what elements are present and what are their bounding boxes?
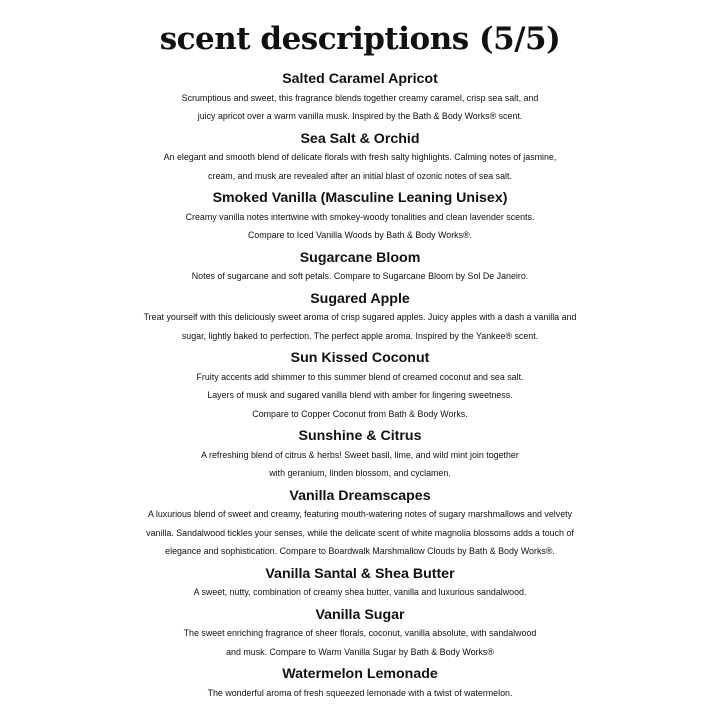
scent-entry xyxy=(0,349,720,423)
scent-name: Sugared Apple xyxy=(310,290,410,307)
scent-description-line: A luxurious blend of sweet and creamy, featuring mouth-watering notes of sugary marshmallows and velvety xyxy=(147,509,573,519)
scent-description xyxy=(0,368,720,424)
scent-description-line: elegance and sophistication. Compare to Boardwalk Marshmallow Clouds by Bath & Body Works®. xyxy=(165,546,555,556)
scent-name: Watermelon Lemonade xyxy=(282,666,438,682)
scent-description xyxy=(0,505,720,561)
scent-entry xyxy=(0,487,720,561)
scent-description-line: Creamy vanilla notes intertwine with smokey-woody tonalities and clean lavender scents. xyxy=(185,211,535,222)
scent-entry xyxy=(0,606,720,662)
scent-description-line: Compare to Iced Vanilla Woods by Bath & Body Works®. xyxy=(247,230,473,240)
scent-name: Vanilla Sugar xyxy=(315,606,405,623)
scent-name: Sunshine & Citrus xyxy=(298,428,422,444)
scent-name: Vanilla Santal & Shea Butter xyxy=(265,565,455,582)
scent-description-line: An elegant and smooth blend of delicate florals with fresh salty highlights. Calming notes of jasmine, xyxy=(163,152,557,162)
scent-entry xyxy=(0,290,720,346)
scent-description-line: Compare to Copper Coconut from Bath & Body Works. xyxy=(252,408,468,419)
scent-description xyxy=(0,446,720,483)
scent-description-line: Treat yourself with this deliciously sweet aroma of crisp sugared apples. Juicy apples with a dash a vanilla and xyxy=(143,312,577,322)
scent-description-line: Notes of sugarcane and soft petals. Compare to Sugarcane Bloom by Sol De Janeiro. xyxy=(191,271,529,281)
scent-description-line: Fruity accents add shimmer to this summer blend of creamed coconut and sea salt. xyxy=(196,371,524,382)
scent-list xyxy=(0,70,720,702)
scent-description-line: sugar, lightly baked to perfection. The perfect apple aroma. Inspired by the Yankee® scent. xyxy=(181,330,539,341)
scent-entry xyxy=(0,130,720,186)
scent-description xyxy=(0,148,720,185)
scent-description-line: A sweet, nutty, combination of creamy shea butter, vanilla and luxurious sandalwood. xyxy=(193,587,527,597)
scent-description-line: cream, and musk are revealed after an initial blast of ozonic notes of sea salt. xyxy=(208,170,512,181)
scent-description xyxy=(0,624,720,661)
scent-description xyxy=(0,583,720,602)
scent-description-line: with geranium, linden blossom, and cyclamen. xyxy=(269,468,451,478)
scent-description-line: and musk. Compare to Warm Vanilla Sugar by Bath & Body Works® xyxy=(226,646,494,657)
scent-name: Sea Salt & Orchid xyxy=(300,130,420,147)
scent-entry xyxy=(0,665,720,702)
scent-description-line: juicy apricot over a warm vanilla musk. Inspired by the Bath & Body Works® scent. xyxy=(197,111,523,121)
scent-description-line: The wonderful aroma of fresh squeezed lemonade with a twist of watermelon. xyxy=(207,687,513,698)
scent-description-line: vanilla. Sandalwood tickles your senses, while the delicate scent of white magnolia blossoms adds a touch of xyxy=(146,527,574,538)
scent-name: Sun Kissed Coconut xyxy=(290,350,430,366)
scent-name: Sugarcane Bloom xyxy=(299,249,421,266)
scent-description xyxy=(0,267,720,286)
scent-entry xyxy=(0,427,720,483)
scent-name: Vanilla Dreamscapes xyxy=(289,487,431,504)
scent-name: Smoked Vanilla (Masculine Leaning Unisex) xyxy=(212,190,508,206)
scent-description xyxy=(0,89,720,126)
scent-description-line: The sweet enriching fragrance of sheer florals, coconut, vanilla absolute, with sandalwood xyxy=(183,628,537,638)
scent-description xyxy=(0,684,720,703)
page-title: scent descriptions (5/5) xyxy=(159,21,561,57)
scent-entry xyxy=(0,189,720,245)
scent-entry xyxy=(0,565,720,602)
scent-entry xyxy=(0,249,720,286)
scent-description xyxy=(0,308,720,345)
scent-description xyxy=(0,208,720,245)
scent-description-line: Scrumptious and sweet, this fragrance blends together creamy caramel, crisp sea salt, and xyxy=(181,92,539,103)
scent-description-line: A refreshing blend of citrus & herbs! Sweet basil, lime, and wild mint join together xyxy=(201,449,519,460)
scent-description-line: Layers of musk and sugared vanilla blend with amber for lingering sweetness. xyxy=(207,390,513,400)
scent-entry xyxy=(0,70,720,126)
scent-name: Salted Caramel Apricot xyxy=(282,71,438,87)
